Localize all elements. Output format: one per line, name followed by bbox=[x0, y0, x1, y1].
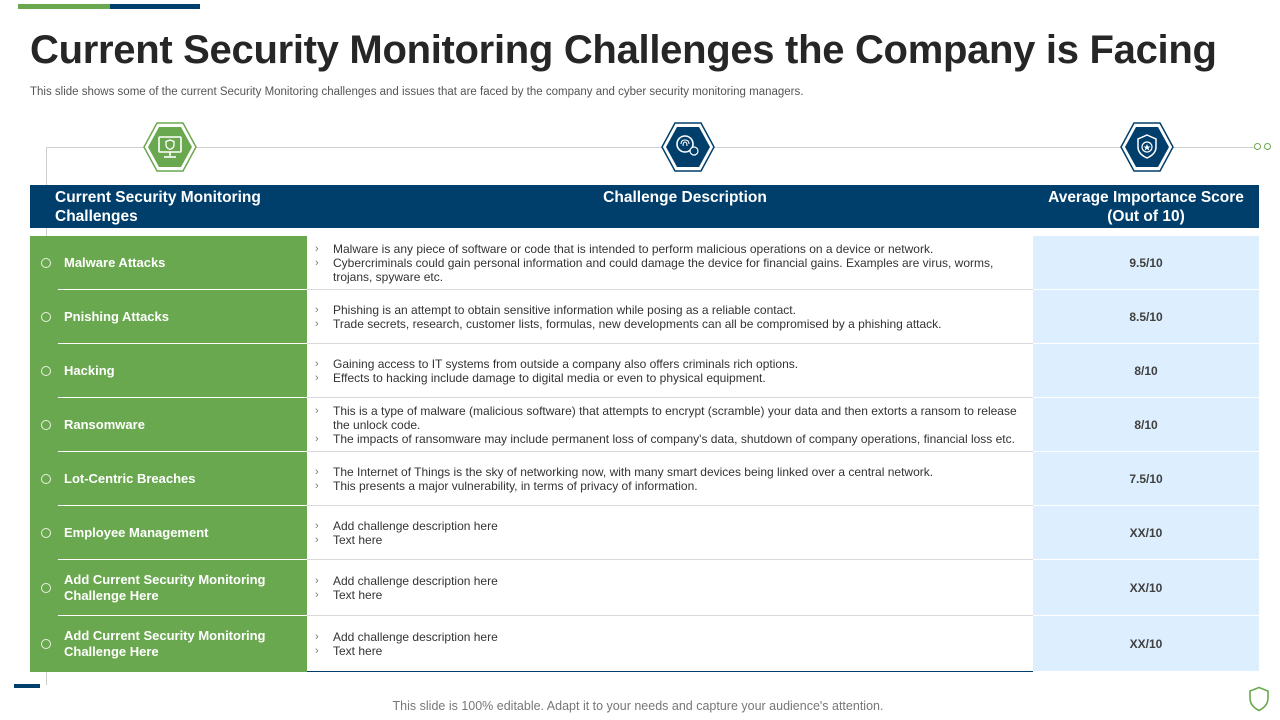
timeline-dot bbox=[41, 258, 51, 268]
timeline-dot bbox=[41, 420, 51, 430]
bullet-chevron-icon: › bbox=[315, 630, 319, 643]
importance-score: XX/10 bbox=[1033, 506, 1259, 560]
header-score: Average Importance Score (Out of 10) bbox=[1048, 189, 1244, 225]
importance-score: XX/10 bbox=[1033, 560, 1259, 616]
accent-bar-green bbox=[18, 4, 110, 9]
challenges-table bbox=[30, 236, 1259, 672]
challenge-description: › Malware is any piece of software or code that is intended to perform malicious operations on a device or network. › Cybercriminals could gain personal information and could damage the device for financial gains. Examples are virus, worms, trojans, spyware etc. bbox=[307, 236, 1033, 290]
timeline-dot bbox=[41, 312, 51, 322]
challenge-name: Hacking bbox=[64, 363, 115, 378]
shield-badge-icon bbox=[1120, 122, 1174, 172]
table-row bbox=[30, 560, 1259, 616]
bullet-chevron-icon: › bbox=[315, 317, 319, 330]
shield-outline-icon bbox=[1248, 686, 1270, 712]
table-row bbox=[30, 616, 1259, 672]
bullet-chevron-icon: › bbox=[315, 479, 319, 492]
importance-score: 7.5/10 bbox=[1033, 452, 1259, 506]
importance-score: XX/10 bbox=[1033, 616, 1259, 672]
page-subtitle: This slide shows some of the current Security Monitoring challenges and issues that are faced by the company and cyber security monitoring managers. bbox=[30, 86, 804, 98]
bullet-chevron-icon: › bbox=[315, 357, 319, 370]
challenge-name: Employee Management bbox=[64, 525, 209, 540]
bullet-chevron-icon: › bbox=[315, 465, 319, 478]
importance-score: 8/10 bbox=[1033, 398, 1259, 452]
monitor-shield-icon bbox=[143, 122, 197, 172]
challenge-name: Add Current Security Monitoring Challenge Here bbox=[64, 628, 266, 659]
fingerprint-search-icon bbox=[661, 122, 715, 172]
bullet-chevron-icon: › bbox=[315, 644, 319, 657]
bullet-chevron-icon: › bbox=[315, 519, 319, 532]
challenge-description: › Phishing is an attempt to obtain sensitive information while posing as a reliable contact. › Trade secrets, research, customer lists, formulas, new developments can all be compromised by a phishing attack. bbox=[307, 290, 1033, 344]
challenge-name: Ransomware bbox=[64, 417, 145, 432]
challenge-description: › This is a type of malware (malicious software) that attempts to encrypt (scramble) your data and then extorts a ransom to release the unlock code. › The impacts of ransomware may include permanent loss of company's data, shutdown of company operations, financial loss etc. bbox=[307, 398, 1033, 452]
challenge-description: › Add challenge description here › Text here bbox=[307, 506, 1033, 560]
table-row bbox=[30, 236, 1259, 290]
importance-score: 9.5/10 bbox=[1033, 236, 1259, 290]
challenge-description: › Add challenge description here › Text here bbox=[307, 560, 1033, 616]
bullet-chevron-icon: › bbox=[315, 432, 319, 445]
importance-score: 8.5/10 bbox=[1033, 290, 1259, 344]
timeline-dot bbox=[41, 528, 51, 538]
timeline-dot bbox=[41, 366, 51, 376]
table-row bbox=[30, 398, 1259, 452]
bullet-chevron-icon: › bbox=[315, 256, 319, 269]
bullet-chevron-icon: › bbox=[315, 574, 319, 587]
bullet-chevron-icon: › bbox=[315, 303, 319, 316]
table-row bbox=[30, 506, 1259, 560]
challenge-name: Malware Attacks bbox=[64, 255, 166, 270]
timeline-dot bbox=[41, 583, 51, 593]
timeline-end-dots bbox=[1254, 143, 1271, 150]
bullet-chevron-icon: › bbox=[315, 588, 319, 601]
importance-score: 8/10 bbox=[1033, 344, 1259, 398]
accent-bar-navy bbox=[110, 4, 200, 9]
timeline-dot bbox=[41, 639, 51, 649]
page-title: Current Security Monitoring Challenges the Company is Facing bbox=[30, 28, 1217, 72]
table-row bbox=[30, 290, 1259, 344]
bullet-chevron-icon: › bbox=[315, 533, 319, 546]
bullet-chevron-icon: › bbox=[315, 371, 319, 384]
table-header bbox=[30, 185, 1259, 228]
timeline-dot bbox=[41, 474, 51, 484]
challenge-description: › Add challenge description here › Text here bbox=[307, 616, 1033, 672]
table-row bbox=[30, 344, 1259, 398]
bullet-chevron-icon: › bbox=[315, 404, 319, 417]
challenge-description: › The Internet of Things is the sky of networking now, with many smart devices being linked over a central network. › This presents a major vulnerability, in terms of privacy of information. bbox=[307, 452, 1033, 506]
table-row bbox=[30, 452, 1259, 506]
challenge-name: Pnishing Attacks bbox=[64, 309, 169, 324]
accent-tab bbox=[14, 684, 40, 688]
footer-note: This slide is 100% editable. Adapt it to your needs and capture your audience's attention. bbox=[392, 699, 884, 713]
challenge-description: › Gaining access to IT systems from outside a company also offers criminals rich options. › Effects to hacking include damage to digital media or even to physical equipment. bbox=[307, 344, 1033, 398]
timeline-horizontal-line bbox=[46, 147, 1260, 148]
challenge-name: Lot-Centric Breaches bbox=[64, 471, 196, 486]
bullet-chevron-icon: › bbox=[315, 242, 319, 255]
challenge-name: Add Current Security Monitoring Challenge Here bbox=[64, 572, 266, 603]
header-description: Challenge Description bbox=[603, 189, 767, 206]
header-challenges: Current Security Monitoring Challenges bbox=[55, 189, 261, 225]
